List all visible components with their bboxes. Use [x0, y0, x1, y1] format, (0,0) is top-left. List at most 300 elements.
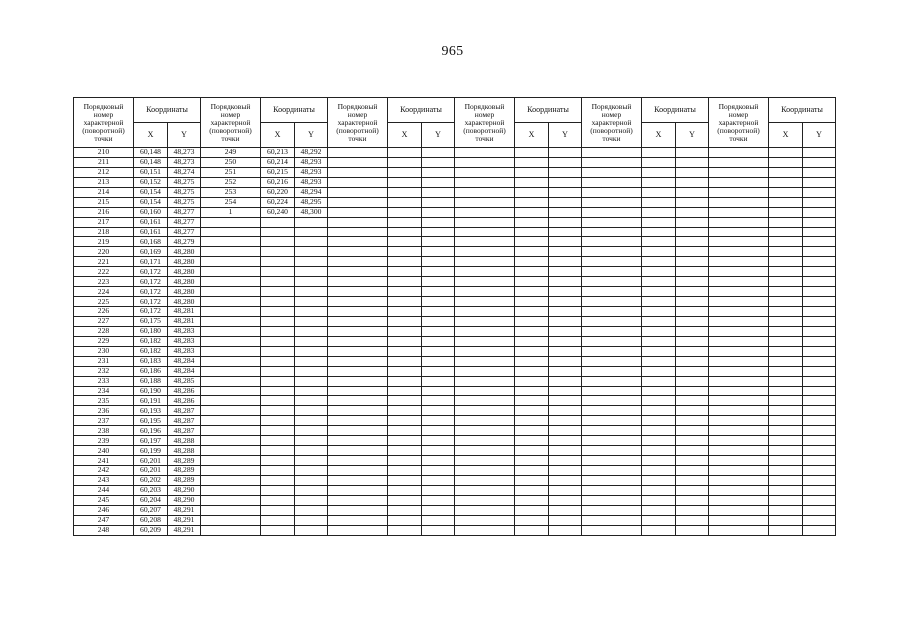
cell-point-number [709, 187, 769, 197]
cell-point-number [709, 148, 769, 158]
cell-x [388, 297, 422, 307]
cell-point-number [582, 366, 642, 376]
cell-y: 48,289 [168, 456, 201, 466]
cell-point-number [582, 525, 642, 535]
cell-point-number [582, 316, 642, 326]
cell-point-number [328, 475, 388, 485]
cell-x [261, 277, 295, 287]
cell-point-number [455, 376, 515, 386]
cell-y [676, 287, 709, 297]
cell-y [803, 485, 836, 495]
cell-x: 60,188 [134, 376, 168, 386]
cell-point-number [201, 287, 261, 297]
header-coordinates: Координаты [642, 98, 709, 123]
cell-x: 60,191 [134, 396, 168, 406]
cell-x: 60,169 [134, 247, 168, 257]
cell-point-number [455, 416, 515, 426]
cell-x [515, 167, 549, 177]
cell-x: 60,148 [134, 148, 168, 158]
cell-point-number [328, 177, 388, 187]
cell-x: 60,182 [134, 346, 168, 356]
cell-y [295, 267, 328, 277]
cell-y [422, 177, 455, 187]
cell-y [422, 475, 455, 485]
cell-y [549, 277, 582, 287]
cell-point-number [455, 495, 515, 505]
cell-x [261, 346, 295, 356]
cell-y [422, 227, 455, 237]
cell-x [515, 436, 549, 446]
cell-y: 48,284 [168, 356, 201, 366]
cell-x [769, 436, 803, 446]
cell-point-number: 235 [74, 396, 134, 406]
cell-y [676, 227, 709, 237]
cell-point-number: 234 [74, 386, 134, 396]
cell-y: 48,293 [295, 157, 328, 167]
cell-y [803, 207, 836, 217]
cell-y [295, 456, 328, 466]
cell-point-number [201, 227, 261, 237]
cell-y [295, 436, 328, 446]
cell-y [422, 366, 455, 376]
header-x: X [515, 123, 549, 148]
cell-point-number [709, 505, 769, 515]
cell-point-number [582, 515, 642, 525]
cell-x [261, 396, 295, 406]
cell-y [549, 297, 582, 307]
cell-y [295, 386, 328, 396]
cell-y [422, 386, 455, 396]
cell-point-number [455, 148, 515, 158]
cell-point-number [582, 436, 642, 446]
cell-point-number: 232 [74, 366, 134, 376]
cell-y: 48,275 [168, 197, 201, 207]
cell-y: 48,277 [168, 227, 201, 237]
cell-y [676, 336, 709, 346]
cell-x: 60,154 [134, 187, 168, 197]
cell-point-number [455, 267, 515, 277]
cell-point-number [582, 386, 642, 396]
cell-point-number [709, 336, 769, 346]
cell-y: 48,277 [168, 207, 201, 217]
cell-point-number [201, 386, 261, 396]
cell-point-number [582, 237, 642, 247]
cell-x: 60,214 [261, 157, 295, 167]
cell-y: 48,283 [168, 336, 201, 346]
cell-y [422, 376, 455, 386]
cell-y [549, 376, 582, 386]
cell-x [642, 197, 676, 207]
header-x: X [642, 123, 676, 148]
cell-y [549, 247, 582, 257]
cell-y [549, 177, 582, 187]
cell-point-number [328, 157, 388, 167]
cell-x: 60,209 [134, 525, 168, 535]
cell-point-number [455, 466, 515, 476]
cell-y [676, 316, 709, 326]
cell-y: 48,279 [168, 237, 201, 247]
header-y: Y [295, 123, 328, 148]
cell-point-number [201, 366, 261, 376]
cell-x [642, 227, 676, 237]
cell-y [549, 515, 582, 525]
cell-y [422, 396, 455, 406]
cell-point-number: 233 [74, 376, 134, 386]
cell-x [388, 326, 422, 336]
cell-y [803, 446, 836, 456]
cell-point-number [709, 515, 769, 525]
cell-point-number: 229 [74, 336, 134, 346]
cell-x [642, 336, 676, 346]
cell-x [388, 515, 422, 525]
cell-point-number [455, 167, 515, 177]
cell-x [515, 416, 549, 426]
cell-point-number [328, 416, 388, 426]
cell-point-number [201, 436, 261, 446]
cell-point-number [201, 485, 261, 495]
cell-x [388, 267, 422, 277]
cell-x [642, 456, 676, 466]
cell-point-number [582, 505, 642, 515]
cell-y [422, 267, 455, 277]
cell-point-number: 219 [74, 237, 134, 247]
cell-x [388, 485, 422, 495]
cell-y [676, 495, 709, 505]
cell-point-number [455, 346, 515, 356]
cell-x [388, 197, 422, 207]
cell-y [295, 247, 328, 257]
cell-x [388, 366, 422, 376]
header-coordinates: Координаты [769, 98, 836, 123]
cell-x [515, 148, 549, 158]
cell-y [676, 187, 709, 197]
cell-point-number [582, 495, 642, 505]
cell-y: 48,275 [168, 187, 201, 197]
cell-y [422, 416, 455, 426]
cell-point-number [709, 157, 769, 167]
cell-x [515, 336, 549, 346]
cell-x [642, 148, 676, 158]
cell-y: 48,280 [168, 297, 201, 307]
cell-y [803, 316, 836, 326]
cell-y [803, 326, 836, 336]
table-row [74, 525, 836, 535]
cell-y [676, 346, 709, 356]
cell-y [295, 515, 328, 525]
cell-point-number [709, 316, 769, 326]
cell-y: 48,287 [168, 426, 201, 436]
cell-x: 60,154 [134, 197, 168, 207]
cell-y: 48,281 [168, 307, 201, 317]
cell-point-number [328, 326, 388, 336]
header-x: X [261, 123, 295, 148]
cell-point-number [328, 257, 388, 267]
cell-x [642, 297, 676, 307]
cell-y [295, 316, 328, 326]
cell-y [549, 356, 582, 366]
cell-x [769, 515, 803, 525]
cell-x [642, 396, 676, 406]
cell-y [422, 336, 455, 346]
cell-y [803, 267, 836, 277]
cell-y [676, 396, 709, 406]
cell-point-number [455, 316, 515, 326]
cell-x [515, 287, 549, 297]
cell-point-number [328, 356, 388, 366]
cell-point-number [582, 297, 642, 307]
cell-point-number [455, 207, 515, 217]
cell-x [769, 366, 803, 376]
cell-point-number [328, 485, 388, 495]
cell-y [676, 297, 709, 307]
cell-x [388, 237, 422, 247]
table-body [74, 148, 836, 536]
cell-point-number [201, 426, 261, 436]
cell-y [422, 426, 455, 436]
cell-x [388, 346, 422, 356]
table-row [74, 177, 836, 187]
cell-y [676, 376, 709, 386]
cell-y [676, 475, 709, 485]
cell-point-number [709, 297, 769, 307]
page-number: 965 [441, 44, 464, 59]
cell-y: 48,289 [168, 466, 201, 476]
cell-y [422, 257, 455, 267]
cell-y [549, 237, 582, 247]
cell-x: 60,197 [134, 436, 168, 446]
cell-y [676, 148, 709, 158]
cell-y [422, 505, 455, 515]
cell-x [388, 336, 422, 346]
cell-y [422, 436, 455, 446]
cell-x [261, 366, 295, 376]
cell-point-number [201, 247, 261, 257]
cell-point-number [582, 426, 642, 436]
cell-y [295, 446, 328, 456]
cell-point-number [328, 277, 388, 287]
header-point-number: Порядковый номер характерной (поворотной) точки [455, 98, 515, 148]
cell-y [549, 505, 582, 515]
cell-y [422, 346, 455, 356]
cell-y: 48,286 [168, 386, 201, 396]
cell-y: 48,291 [168, 525, 201, 535]
cell-y [549, 386, 582, 396]
cell-y [803, 396, 836, 406]
cell-y: 48,287 [168, 406, 201, 416]
cell-point-number [328, 148, 388, 158]
cell-x [515, 366, 549, 376]
cell-point-number [455, 257, 515, 267]
cell-y [422, 277, 455, 287]
cell-y [803, 426, 836, 436]
cell-x [769, 167, 803, 177]
cell-point-number [455, 336, 515, 346]
cell-x: 60,203 [134, 485, 168, 495]
cell-point-number [455, 456, 515, 466]
cell-y [803, 257, 836, 267]
cell-x [261, 217, 295, 227]
cell-point-number [201, 336, 261, 346]
cell-x [769, 336, 803, 346]
table-row [74, 267, 836, 277]
cell-y [676, 505, 709, 515]
cell-point-number: 244 [74, 485, 134, 495]
cell-x [642, 366, 676, 376]
cell-point-number [582, 257, 642, 267]
table-row [74, 406, 836, 416]
cell-point-number [328, 316, 388, 326]
cell-y [422, 356, 455, 366]
cell-x [642, 167, 676, 177]
table-row [74, 396, 836, 406]
cell-x: 60,148 [134, 157, 168, 167]
cell-x [388, 247, 422, 257]
cell-y [676, 386, 709, 396]
cell-x [388, 406, 422, 416]
cell-point-number [455, 217, 515, 227]
cell-y [422, 148, 455, 158]
cell-x [769, 247, 803, 257]
cell-x [261, 227, 295, 237]
header-point-number: Порядковый номер характерной (поворотной) точки [328, 98, 388, 148]
cell-x [642, 277, 676, 287]
cell-x: 60,199 [134, 446, 168, 456]
cell-point-number [201, 257, 261, 267]
cell-x [261, 257, 295, 267]
cell-y [295, 307, 328, 317]
header-y: Y [422, 123, 455, 148]
cell-x [261, 316, 295, 326]
table-row [74, 336, 836, 346]
cell-point-number [201, 267, 261, 277]
cell-x: 60,172 [134, 307, 168, 317]
cell-point-number [328, 237, 388, 247]
table-row [74, 257, 836, 267]
cell-y [549, 426, 582, 436]
cell-x [769, 525, 803, 535]
cell-point-number [201, 297, 261, 307]
cell-point-number [709, 406, 769, 416]
cell-y [803, 406, 836, 416]
cell-point-number [328, 217, 388, 227]
cell-y [295, 227, 328, 237]
cell-x: 60,171 [134, 257, 168, 267]
cell-point-number: 230 [74, 346, 134, 356]
cell-point-number [709, 525, 769, 535]
cell-x [261, 505, 295, 515]
cell-point-number [201, 376, 261, 386]
cell-point-number [328, 426, 388, 436]
table-row [74, 386, 836, 396]
cell-x [261, 247, 295, 257]
cell-x [642, 406, 676, 416]
cell-point-number: 254 [201, 197, 261, 207]
cell-y [549, 207, 582, 217]
cell-y [549, 495, 582, 505]
cell-y: 48,274 [168, 167, 201, 177]
cell-point-number [328, 336, 388, 346]
table-row [74, 446, 836, 456]
cell-point-number [582, 475, 642, 485]
cell-point-number [455, 485, 515, 495]
cell-x [642, 386, 676, 396]
cell-x [769, 207, 803, 217]
cell-y [549, 148, 582, 158]
cell-x [769, 426, 803, 436]
cell-y [803, 495, 836, 505]
cell-y [422, 167, 455, 177]
cell-point-number [328, 287, 388, 297]
cell-x [515, 346, 549, 356]
cell-x [769, 376, 803, 386]
cell-x [261, 446, 295, 456]
table-row [74, 297, 836, 307]
cell-point-number [455, 197, 515, 207]
cell-y [549, 525, 582, 535]
cell-point-number [709, 346, 769, 356]
cell-point-number: 211 [74, 157, 134, 167]
cell-x [388, 217, 422, 227]
cell-y [676, 456, 709, 466]
cell-y [803, 436, 836, 446]
cell-x [515, 446, 549, 456]
cell-point-number [201, 217, 261, 227]
table-row [74, 217, 836, 227]
cell-x: 60,220 [261, 187, 295, 197]
cell-y: 48,295 [295, 197, 328, 207]
cell-y [676, 515, 709, 525]
table-row [74, 515, 836, 525]
cell-y [676, 416, 709, 426]
cell-y [295, 326, 328, 336]
cell-y [295, 495, 328, 505]
cell-x [261, 426, 295, 436]
cell-point-number [709, 376, 769, 386]
cell-point-number: 236 [74, 406, 134, 416]
cell-point-number [455, 326, 515, 336]
cell-x [388, 277, 422, 287]
cell-y [422, 406, 455, 416]
cell-y: 48,289 [168, 475, 201, 485]
cell-x: 60,202 [134, 475, 168, 485]
cell-y [803, 346, 836, 356]
cell-y: 48,280 [168, 257, 201, 267]
cell-y [676, 356, 709, 366]
cell-x: 60,168 [134, 237, 168, 247]
cell-x [261, 416, 295, 426]
cell-point-number [201, 416, 261, 426]
cell-y [676, 446, 709, 456]
header-x: X [134, 123, 168, 148]
cell-point-number [709, 177, 769, 187]
cell-y [549, 346, 582, 356]
cell-y [422, 456, 455, 466]
cell-point-number [201, 406, 261, 416]
cell-y [549, 316, 582, 326]
cell-y [422, 247, 455, 257]
cell-point-number: 248 [74, 525, 134, 535]
cell-x [769, 197, 803, 207]
cell-point-number: 227 [74, 316, 134, 326]
cell-x [515, 227, 549, 237]
cell-point-number: 241 [74, 456, 134, 466]
cell-y [676, 157, 709, 167]
cell-point-number [455, 307, 515, 317]
cell-point-number: 239 [74, 436, 134, 446]
cell-x [642, 495, 676, 505]
cell-x [515, 247, 549, 257]
cell-y: 48,275 [168, 177, 201, 187]
